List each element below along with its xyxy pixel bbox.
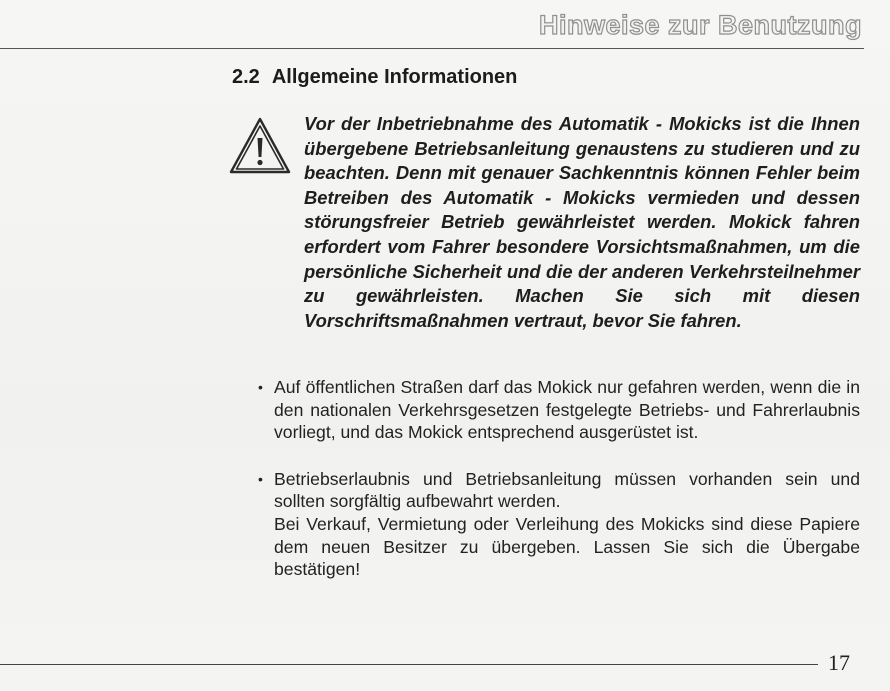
bullet-paragraph: Betriebserlaubnis und Betriebsanleitung müssen vorhanden sein und sollten sorgfältig aufbewahrt werden.: [274, 468, 860, 512]
bullet-paragraph: Auf öffentlichen Straßen darf das Mokick nur gefahren werden, wenn die in den nationalen Verkehrsgesetzen festgelegte Betriebs- und Fahrerlaubnis vorliegt, und das Mokick entsprechend ausgerüstet ist.: [274, 377, 860, 443]
page-number: 17: [828, 650, 850, 675]
header-rule: [0, 48, 864, 49]
bullet-dot-icon: •: [258, 379, 263, 395]
section-title: [232, 66, 517, 89]
footer-rule: [0, 664, 818, 665]
bullet-list: [258, 376, 860, 581]
section-number: 2.2: [232, 66, 260, 88]
bullet-paragraph: Bei Verkauf, Vermietung oder Verleihung des Mokicks sind diese Papiere dem neuen Besitzer zu übergeben. Lassen Sie sich die Übergabe bestätigen!: [274, 513, 860, 580]
bullet-item-registration: [258, 376, 860, 444]
warning-text: Vor der Inbetriebnahme des Automatik - Mokicks ist die Ihnen übergebene Betriebsanleitung genaustens zu studieren und zu beachten. Denn mit genauer Sachkenntnis können Fehler beim Betreiben des Automatik - Mokicks vermieden und dessen störungsfreier Betrieb gewährleistet werden. Mokick fahren erfordert vom Fahrer besondere Vorsichtsmaßnahmen, um die persönliche Sicherheit und die der anderen Verkehrsteilnehmer zu gewährleisten. Machen Sie sich mit diesen Vorschriftsmaßnahmen vertraut, bevor Sie fahren.: [304, 113, 860, 331]
bullet-dot-icon: •: [258, 470, 263, 487]
section-title-text: Allgemeine Informationen: [271, 66, 518, 88]
running-header: Hinweise zur Benutzung: [538, 10, 862, 40]
bullet-item-documents: [258, 468, 860, 581]
warning-triangle-icon: [228, 116, 292, 176]
